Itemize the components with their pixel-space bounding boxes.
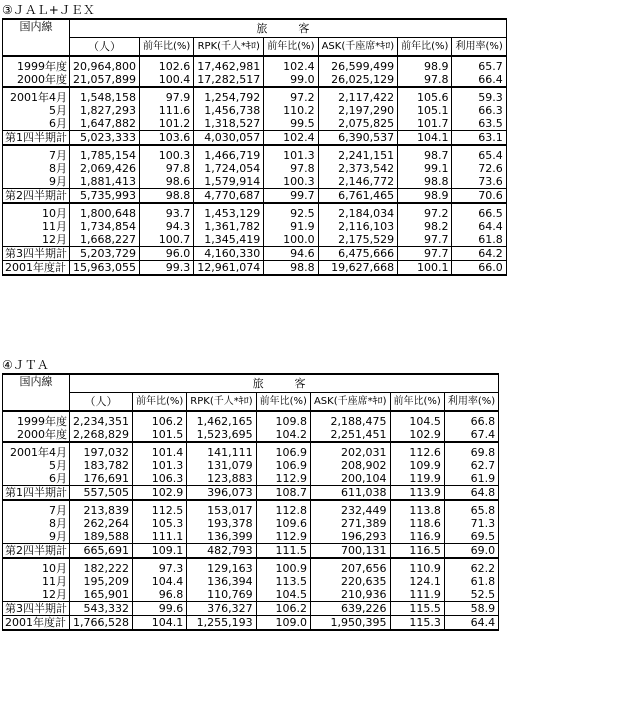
row-label: 11月	[3, 220, 70, 233]
row-label: 第2四半期計	[3, 544, 70, 559]
cell-value: 153,017	[187, 500, 256, 517]
cell-value: 59.3	[452, 87, 506, 104]
row-label: 1999年度	[3, 411, 70, 428]
table-row	[3, 472, 499, 486]
cell-value: 61.8	[444, 575, 498, 588]
cell-value: 111.9	[390, 588, 444, 602]
cell-value: 116.5	[390, 544, 444, 559]
column-header-row	[3, 393, 499, 412]
cell-value: 106.9	[256, 459, 310, 472]
table-row	[3, 162, 507, 175]
table-row	[3, 104, 507, 117]
cell-value: 110.2	[264, 104, 318, 117]
cell-value: 111.6	[139, 104, 193, 117]
section-title: ③ＪＡＬ+ＪＥＸ	[2, 3, 95, 17]
cell-value: 98.8	[139, 189, 193, 204]
cell-value: 102.4	[264, 131, 318, 146]
cell-value: 65.8	[444, 500, 498, 517]
cell-value: 100.4	[139, 73, 193, 87]
cell-value: 104.5	[390, 411, 444, 428]
cell-value: 115.5	[390, 602, 444, 616]
cell-value: 19,627,668	[318, 261, 398, 276]
cell-value: 98.7	[398, 145, 452, 162]
cell-value: 113.8	[390, 500, 444, 517]
cell-value: 1,950,395	[310, 616, 390, 631]
cell-value: 271,389	[310, 517, 390, 530]
cell-value: 101.2	[139, 117, 193, 131]
cell-value: 2,117,422	[318, 87, 398, 104]
cell-value: 195,209	[70, 575, 133, 588]
cell-value: 4,160,330	[194, 247, 264, 261]
column-header: （人）	[70, 393, 133, 412]
table-row	[3, 442, 499, 459]
cell-value: 2,116,103	[318, 220, 398, 233]
cell-value: 106.2	[256, 602, 310, 616]
cell-value: 104.4	[132, 575, 186, 588]
cell-value: 101.3	[132, 459, 186, 472]
cell-value: 543,332	[70, 602, 133, 616]
table-row	[3, 411, 499, 428]
cell-value: 100.1	[398, 261, 452, 276]
cell-value: 183,782	[70, 459, 133, 472]
cell-value: 109.0	[256, 616, 310, 631]
cell-value: 193,378	[187, 517, 256, 530]
cell-value: 109.1	[132, 544, 186, 559]
cell-value: 97.8	[264, 162, 318, 175]
cell-value: 105.1	[398, 104, 452, 117]
table-row	[3, 530, 499, 544]
cell-value: 106.2	[132, 411, 186, 428]
cell-value: 99.6	[132, 602, 186, 616]
cell-value: 112.9	[256, 472, 310, 486]
cell-value: 97.8	[398, 73, 452, 87]
cell-value: 100.3	[139, 145, 193, 162]
cell-value: 113.5	[256, 575, 310, 588]
summary-row	[3, 602, 499, 616]
cell-value: 109.6	[256, 517, 310, 530]
row-label: 8月	[3, 162, 70, 175]
cell-value: 62.2	[444, 558, 498, 575]
cell-value: 1,579,914	[194, 175, 264, 189]
cell-value: 112.9	[256, 530, 310, 544]
cell-value: 189,588	[70, 530, 133, 544]
cell-value: 6,761,465	[318, 189, 398, 204]
row-label: 8月	[3, 517, 70, 530]
cell-value: 112.6	[390, 442, 444, 459]
cell-value: 100.0	[264, 233, 318, 247]
cell-value: 1,724,054	[194, 162, 264, 175]
cell-value: 112.5	[132, 500, 186, 517]
section-title: ④ＪＴＡ	[2, 358, 49, 372]
column-header: 前年比(%)	[398, 38, 452, 57]
cell-value: 64.8	[444, 486, 498, 501]
cell-value: 104.1	[132, 616, 186, 631]
cell-value: 115.3	[390, 616, 444, 631]
cell-value: 94.6	[264, 247, 318, 261]
cell-value: 103.6	[139, 131, 193, 146]
cell-value: 1,462,165	[187, 411, 256, 428]
cell-value: 1,361,782	[194, 220, 264, 233]
cell-value: 99.0	[264, 73, 318, 87]
cell-value: 69.5	[444, 530, 498, 544]
cell-value: 66.5	[452, 203, 506, 220]
row-label: 第2四半期計	[3, 189, 70, 204]
column-header: ASK(千座席*ｷﾛ)	[310, 393, 390, 412]
cell-value: 100.7	[139, 233, 193, 247]
summary-row	[3, 261, 507, 276]
row-label: 2000年度	[3, 428, 70, 442]
cell-value: 12,961,074	[194, 261, 264, 276]
cell-value: 97.9	[139, 87, 193, 104]
cell-value: 102.9	[390, 428, 444, 442]
table-row	[3, 175, 507, 189]
cell-value: 21,057,899	[70, 73, 140, 87]
row-label: 2000年度	[3, 73, 70, 87]
cell-value: 1,466,719	[194, 145, 264, 162]
row-label: 10月	[3, 558, 70, 575]
cell-value: 639,226	[310, 602, 390, 616]
summary-row	[3, 247, 507, 261]
table-row	[3, 87, 507, 104]
cell-value: 5,203,729	[70, 247, 140, 261]
group-header: 旅 客	[70, 374, 499, 393]
cell-value: 15,963,055	[70, 261, 140, 276]
cell-value: 136,394	[187, 575, 256, 588]
row-label: 第3四半期計	[3, 602, 70, 616]
cell-value: 4,770,687	[194, 189, 264, 204]
cell-value: 2,373,542	[318, 162, 398, 175]
summary-row	[3, 131, 507, 146]
cell-value: 17,462,981	[194, 56, 264, 73]
row-label: 10月	[3, 203, 70, 220]
cell-value: 58.9	[444, 602, 498, 616]
cell-value: 1,734,854	[70, 220, 140, 233]
cell-value: 124.1	[390, 575, 444, 588]
cell-value: 196,293	[310, 530, 390, 544]
summary-row	[3, 616, 499, 631]
cell-value: 1,647,882	[70, 117, 140, 131]
cell-value: 65.7	[452, 56, 506, 73]
cell-value: 136,399	[187, 530, 256, 544]
cell-value: 64.4	[452, 220, 506, 233]
cell-value: 98.8	[398, 175, 452, 189]
cell-value: 141,111	[187, 442, 256, 459]
column-header: 前年比(%)	[139, 38, 193, 57]
cell-value: 26,025,129	[318, 73, 398, 87]
cell-value: 102.4	[264, 56, 318, 73]
cell-value: 67.4	[444, 428, 498, 442]
cell-value: 1,766,528	[70, 616, 133, 631]
row-label: 2001年4月	[3, 442, 70, 459]
cell-value: 2,146,772	[318, 175, 398, 189]
cell-value: 52.5	[444, 588, 498, 602]
cell-value: 5,023,333	[70, 131, 140, 146]
cell-value: 91.9	[264, 220, 318, 233]
column-header: 利用率(%)	[444, 393, 498, 412]
cell-value: 2,234,351	[70, 411, 133, 428]
cell-value: 1,785,154	[70, 145, 140, 162]
summary-row	[3, 486, 499, 501]
cell-value: 73.6	[452, 175, 506, 189]
cell-value: 92.5	[264, 203, 318, 220]
row-label: 6月	[3, 472, 70, 486]
cell-value: 6,475,666	[318, 247, 398, 261]
cell-value: 63.1	[452, 131, 506, 146]
cell-value: 220,635	[310, 575, 390, 588]
cell-value: 2,188,475	[310, 411, 390, 428]
cell-value: 26,599,499	[318, 56, 398, 73]
cell-value: 62.7	[444, 459, 498, 472]
table-row	[3, 500, 499, 517]
cell-value: 112.8	[256, 500, 310, 517]
corner-label: 国内線	[3, 374, 70, 411]
cell-value: 110.9	[390, 558, 444, 575]
cell-value: 213,839	[70, 500, 133, 517]
cell-value: 61.9	[444, 472, 498, 486]
cell-value: 97.2	[264, 87, 318, 104]
cell-value: 106.3	[132, 472, 186, 486]
header-row	[3, 19, 507, 38]
cell-value: 1,345,419	[194, 233, 264, 247]
cell-value: 66.8	[444, 411, 498, 428]
cell-value: 98.8	[264, 261, 318, 276]
cell-value: 98.6	[139, 175, 193, 189]
table-row	[3, 73, 507, 87]
cell-value: 101.7	[398, 117, 452, 131]
table-row	[3, 220, 507, 233]
row-label: 9月	[3, 175, 70, 189]
cell-value: 665,691	[70, 544, 133, 559]
table-row	[3, 203, 507, 220]
cell-value: 2,075,825	[318, 117, 398, 131]
header-row	[3, 374, 499, 393]
cell-value: 262,264	[70, 517, 133, 530]
cell-value: 66.4	[452, 73, 506, 87]
cell-value: 97.2	[398, 203, 452, 220]
table-row	[3, 233, 507, 247]
cell-value: 482,793	[187, 544, 256, 559]
row-label: 7月	[3, 145, 70, 162]
table-row	[3, 428, 499, 442]
cell-value: 700,131	[310, 544, 390, 559]
row-label: 6月	[3, 117, 70, 131]
cell-value: 2,241,151	[318, 145, 398, 162]
cell-value: 182,222	[70, 558, 133, 575]
column-header: ASK(千座席*ｷﾛ)	[318, 38, 398, 57]
cell-value: 65.4	[452, 145, 506, 162]
cell-value: 6,390,537	[318, 131, 398, 146]
cell-value: 69.8	[444, 442, 498, 459]
cell-value: 97.7	[398, 233, 452, 247]
cell-value: 207,656	[310, 558, 390, 575]
cell-value: 20,964,800	[70, 56, 140, 73]
cell-value: 2,268,829	[70, 428, 133, 442]
table-row	[3, 117, 507, 131]
cell-value: 98.2	[398, 220, 452, 233]
traffic-table	[2, 18, 507, 276]
summary-row	[3, 189, 507, 204]
cell-value: 110,769	[187, 588, 256, 602]
cell-value: 2,197,290	[318, 104, 398, 117]
cell-value: 99.3	[139, 261, 193, 276]
traffic-table	[2, 373, 499, 631]
cell-value: 97.7	[398, 247, 452, 261]
cell-value: 111.5	[256, 544, 310, 559]
column-header: 前年比(%)	[264, 38, 318, 57]
row-label: 7月	[3, 500, 70, 517]
cell-value: 96.8	[132, 588, 186, 602]
cell-value: 109.9	[390, 459, 444, 472]
cell-value: 1,827,293	[70, 104, 140, 117]
column-header: 前年比(%)	[132, 393, 186, 412]
cell-value: 101.4	[132, 442, 186, 459]
cell-value: 1,523,695	[187, 428, 256, 442]
cell-value: 376,327	[187, 602, 256, 616]
cell-value: 111.1	[132, 530, 186, 544]
cell-value: 104.2	[256, 428, 310, 442]
table-row	[3, 558, 499, 575]
table-row	[3, 588, 499, 602]
cell-value: 2,251,451	[310, 428, 390, 442]
cell-value: 5,735,993	[70, 189, 140, 204]
cell-value: 100.9	[256, 558, 310, 575]
cell-value: 1,254,792	[194, 87, 264, 104]
column-header: （人）	[70, 38, 140, 57]
cell-value: 102.9	[132, 486, 186, 501]
cell-value: 557,505	[70, 486, 133, 501]
cell-value: 61.8	[452, 233, 506, 247]
cell-value: 109.8	[256, 411, 310, 428]
cell-value: 208,902	[310, 459, 390, 472]
cell-value: 72.6	[452, 162, 506, 175]
cell-value: 1,255,193	[187, 616, 256, 631]
cell-value: 106.9	[256, 442, 310, 459]
cell-value: 104.1	[398, 131, 452, 146]
row-label: 5月	[3, 104, 70, 117]
cell-value: 99.5	[264, 117, 318, 131]
cell-value: 97.8	[139, 162, 193, 175]
cell-value: 197,032	[70, 442, 133, 459]
column-header: 前年比(%)	[390, 393, 444, 412]
column-header: RPK(千人*ｷﾛ)	[194, 38, 264, 57]
row-label: 2001年度計	[3, 261, 70, 276]
cell-value: 104.5	[256, 588, 310, 602]
cell-value: 17,282,517	[194, 73, 264, 87]
corner-label: 国内線	[3, 19, 70, 56]
cell-value: 176,691	[70, 472, 133, 486]
cell-value: 66.3	[452, 104, 506, 117]
row-label: 5月	[3, 459, 70, 472]
cell-value: 66.0	[452, 261, 506, 276]
cell-value: 96.0	[139, 247, 193, 261]
cell-value: 2,184,034	[318, 203, 398, 220]
cell-value: 123,883	[187, 472, 256, 486]
cell-value: 232,449	[310, 500, 390, 517]
cell-value: 119.9	[390, 472, 444, 486]
cell-value: 1,456,738	[194, 104, 264, 117]
column-header: RPK(千人*ｷﾛ)	[187, 393, 256, 412]
cell-value: 1,668,227	[70, 233, 140, 247]
cell-value: 69.0	[444, 544, 498, 559]
cell-value: 99.1	[398, 162, 452, 175]
cell-value: 71.3	[444, 517, 498, 530]
column-header-row	[3, 38, 507, 57]
table-row	[3, 517, 499, 530]
column-header: 前年比(%)	[256, 393, 310, 412]
cell-value: 1,800,648	[70, 203, 140, 220]
table-row	[3, 56, 507, 73]
cell-value: 64.2	[452, 247, 506, 261]
row-label: 12月	[3, 588, 70, 602]
cell-value: 1,548,158	[70, 87, 140, 104]
table-row	[3, 459, 499, 472]
cell-value: 105.3	[132, 517, 186, 530]
cell-value: 118.6	[390, 517, 444, 530]
cell-value: 113.9	[390, 486, 444, 501]
cell-value: 2,069,426	[70, 162, 140, 175]
row-label: 2001年4月	[3, 87, 70, 104]
group-header: 旅 客	[70, 19, 507, 38]
cell-value: 611,038	[310, 486, 390, 501]
cell-value: 129,163	[187, 558, 256, 575]
cell-value: 165,901	[70, 588, 133, 602]
table-row	[3, 575, 499, 588]
cell-value: 131,079	[187, 459, 256, 472]
cell-value: 94.3	[139, 220, 193, 233]
row-label: 11月	[3, 575, 70, 588]
row-label: 第1四半期計	[3, 486, 70, 501]
cell-value: 98.9	[398, 189, 452, 204]
cell-value: 116.9	[390, 530, 444, 544]
cell-value: 396,073	[187, 486, 256, 501]
cell-value: 101.3	[264, 145, 318, 162]
cell-value: 1,318,527	[194, 117, 264, 131]
cell-value: 93.7	[139, 203, 193, 220]
cell-value: 64.4	[444, 616, 498, 631]
row-label: 12月	[3, 233, 70, 247]
cell-value: 98.9	[398, 56, 452, 73]
cell-value: 101.5	[132, 428, 186, 442]
cell-value: 63.5	[452, 117, 506, 131]
row-label: 第1四半期計	[3, 131, 70, 146]
cell-value: 1,881,413	[70, 175, 140, 189]
cell-value: 4,030,057	[194, 131, 264, 146]
cell-value: 202,031	[310, 442, 390, 459]
row-label: 2001年度計	[3, 616, 70, 631]
cell-value: 97.3	[132, 558, 186, 575]
cell-value: 200,104	[310, 472, 390, 486]
cell-value: 100.3	[264, 175, 318, 189]
cell-value: 105.6	[398, 87, 452, 104]
row-label: 第3四半期計	[3, 247, 70, 261]
summary-row	[3, 544, 499, 559]
row-label: 9月	[3, 530, 70, 544]
cell-value: 1,453,129	[194, 203, 264, 220]
cell-value: 108.7	[256, 486, 310, 501]
cell-value: 99.7	[264, 189, 318, 204]
cell-value: 2,175,529	[318, 233, 398, 247]
table-row	[3, 145, 507, 162]
cell-value: 70.6	[452, 189, 506, 204]
column-header: 利用率(%)	[452, 38, 506, 57]
cell-value: 210,936	[310, 588, 390, 602]
cell-value: 102.6	[139, 56, 193, 73]
row-label: 1999年度	[3, 56, 70, 73]
